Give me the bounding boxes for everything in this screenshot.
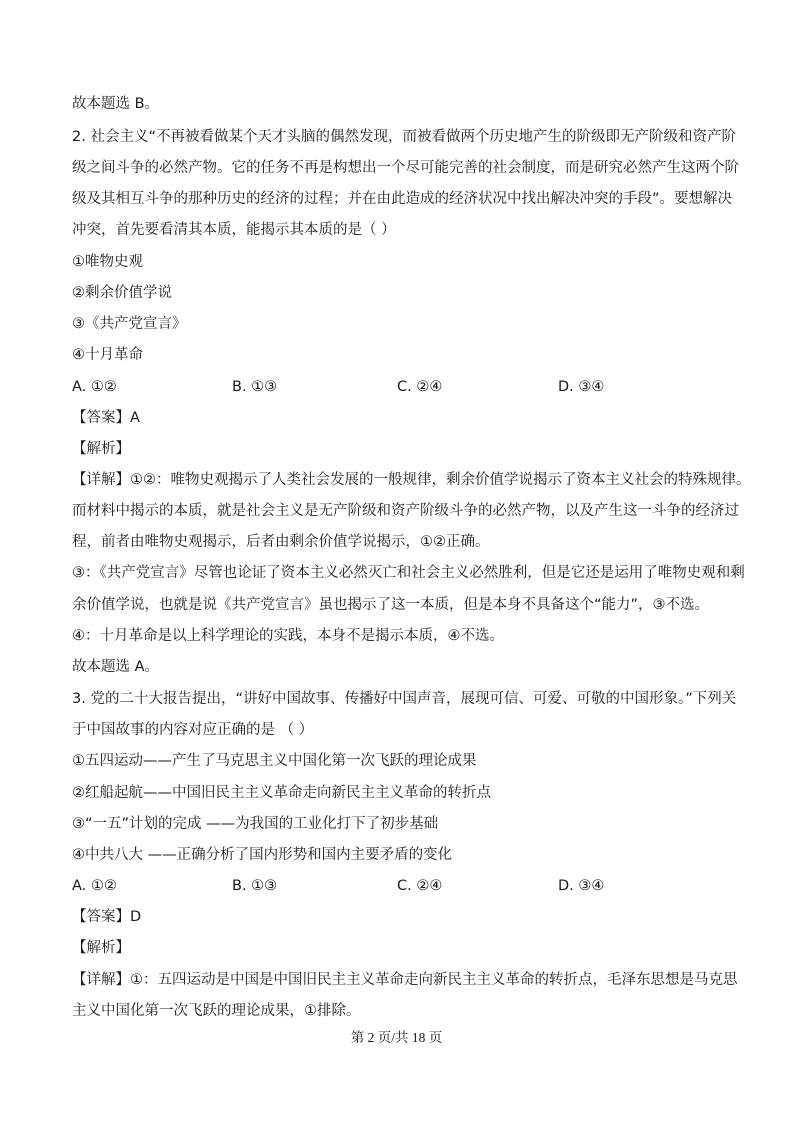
- text-line: 级及其相互斗争的那种历史的经济的过程；并在由此造成的经济状况中找出解决冲突的手段”。要想解决: [72, 191, 733, 207]
- text-line: ②红船起航——中国旧民主主义革命走向新民主主义革命的转折点: [72, 785, 491, 801]
- text-line: ④中共八大 ——正确分析了国内形势和国内主要矛盾的变化: [72, 847, 453, 863]
- text-line: 余价值学说，也就是说《共产党宣言》虽也揭示了这一本质，但是本身不具备这个“能力”，③不选。: [72, 597, 710, 613]
- text-line: ④十月革命: [72, 347, 143, 363]
- question-2-stem: 2. 社会主义“不再被看做某个天才头脑的偶然发现，而被看做两个历史地产生的阶级即无产阶级和资产阶: [72, 129, 736, 145]
- text-line: 【详解】①②：唯物史观揭示了人类社会发展的一般规律，剩余价值学说揭示了资本主义社会的特殊规律。: [72, 472, 751, 488]
- text-line: ①五四运动——产生了马克思主义中国化第一次飞跃的理论成果: [72, 753, 477, 769]
- analysis-label: 【解析】: [72, 441, 130, 457]
- text-line: 主义中国化第一次飞跃的理论成果，①排除。: [72, 1003, 361, 1019]
- q3-option-b: B. ①③: [232, 878, 278, 894]
- analysis-label: 【解析】: [72, 940, 130, 956]
- q3-option-c: C. ②④: [397, 878, 443, 894]
- q2-option-d: D. ③④: [558, 379, 605, 395]
- page-footer: 第 2 页/共 18 页: [350, 1030, 443, 1045]
- text-line: 【详解】①：五四运动是中国是中国旧民主主义革命走向新民主主义革命的转折点，毛泽东思想是马克思: [72, 972, 738, 988]
- text-line: 故本题选 A。: [72, 659, 160, 675]
- text-line: ③：《共产党宣言》尽管也论证了资本主义必然灭亡和社会主义必然胜利，但是它还是运用了唯物史观和剩: [72, 565, 745, 581]
- text-line: ④：十月革命是以上科学理论的实践，本身不是揭示本质，④不选。: [72, 628, 504, 644]
- text-line: ③“一五”计划的完成 ——为我国的工业化打下了初步基础: [72, 816, 439, 832]
- text-line: 级之间斗争的必然产物。它的任务不再是构想出一个尽可能完善的社会制度，而是研究必然产生这两个阶: [72, 160, 739, 176]
- text-line: 于中国故事的内容对应正确的是 （ ）: [72, 722, 314, 738]
- q2-option-a: A. ①②: [72, 379, 117, 395]
- q2-option-b: B. ①③: [232, 379, 278, 395]
- text-line: 冲突，首先要看清其本质，能揭示其本质的是（ ）: [72, 222, 396, 238]
- text-line: 故本题选 B。: [72, 96, 160, 112]
- text-line: ②剩余价值学说: [72, 285, 172, 301]
- text-line: ①唯物史观: [72, 254, 143, 270]
- text-line: 而材料中揭示的本质，就是社会主义是无产阶级和资产阶级斗争的必然产物，以及产生这一斗争的经济过: [72, 503, 739, 519]
- answer-label: 【答案】D: [72, 909, 142, 925]
- answer-label: 【答案】A: [72, 410, 140, 426]
- text-line: ③《共产党宣言》: [72, 316, 187, 332]
- q2-option-c: C. ②④: [397, 379, 443, 395]
- question-3-stem: 3. 党的二十大报告提出，“讲好中国故事、传播好中国声音，展现可信、可爱、可敬的中国形象。”下列关: [72, 691, 737, 707]
- text-line: 程，前者由唯物史观揭示，后者由剩余价值学说揭示，①②正确。: [72, 534, 490, 550]
- q3-option-d: D. ③④: [558, 878, 605, 894]
- q3-option-a: A. ①②: [72, 878, 117, 894]
